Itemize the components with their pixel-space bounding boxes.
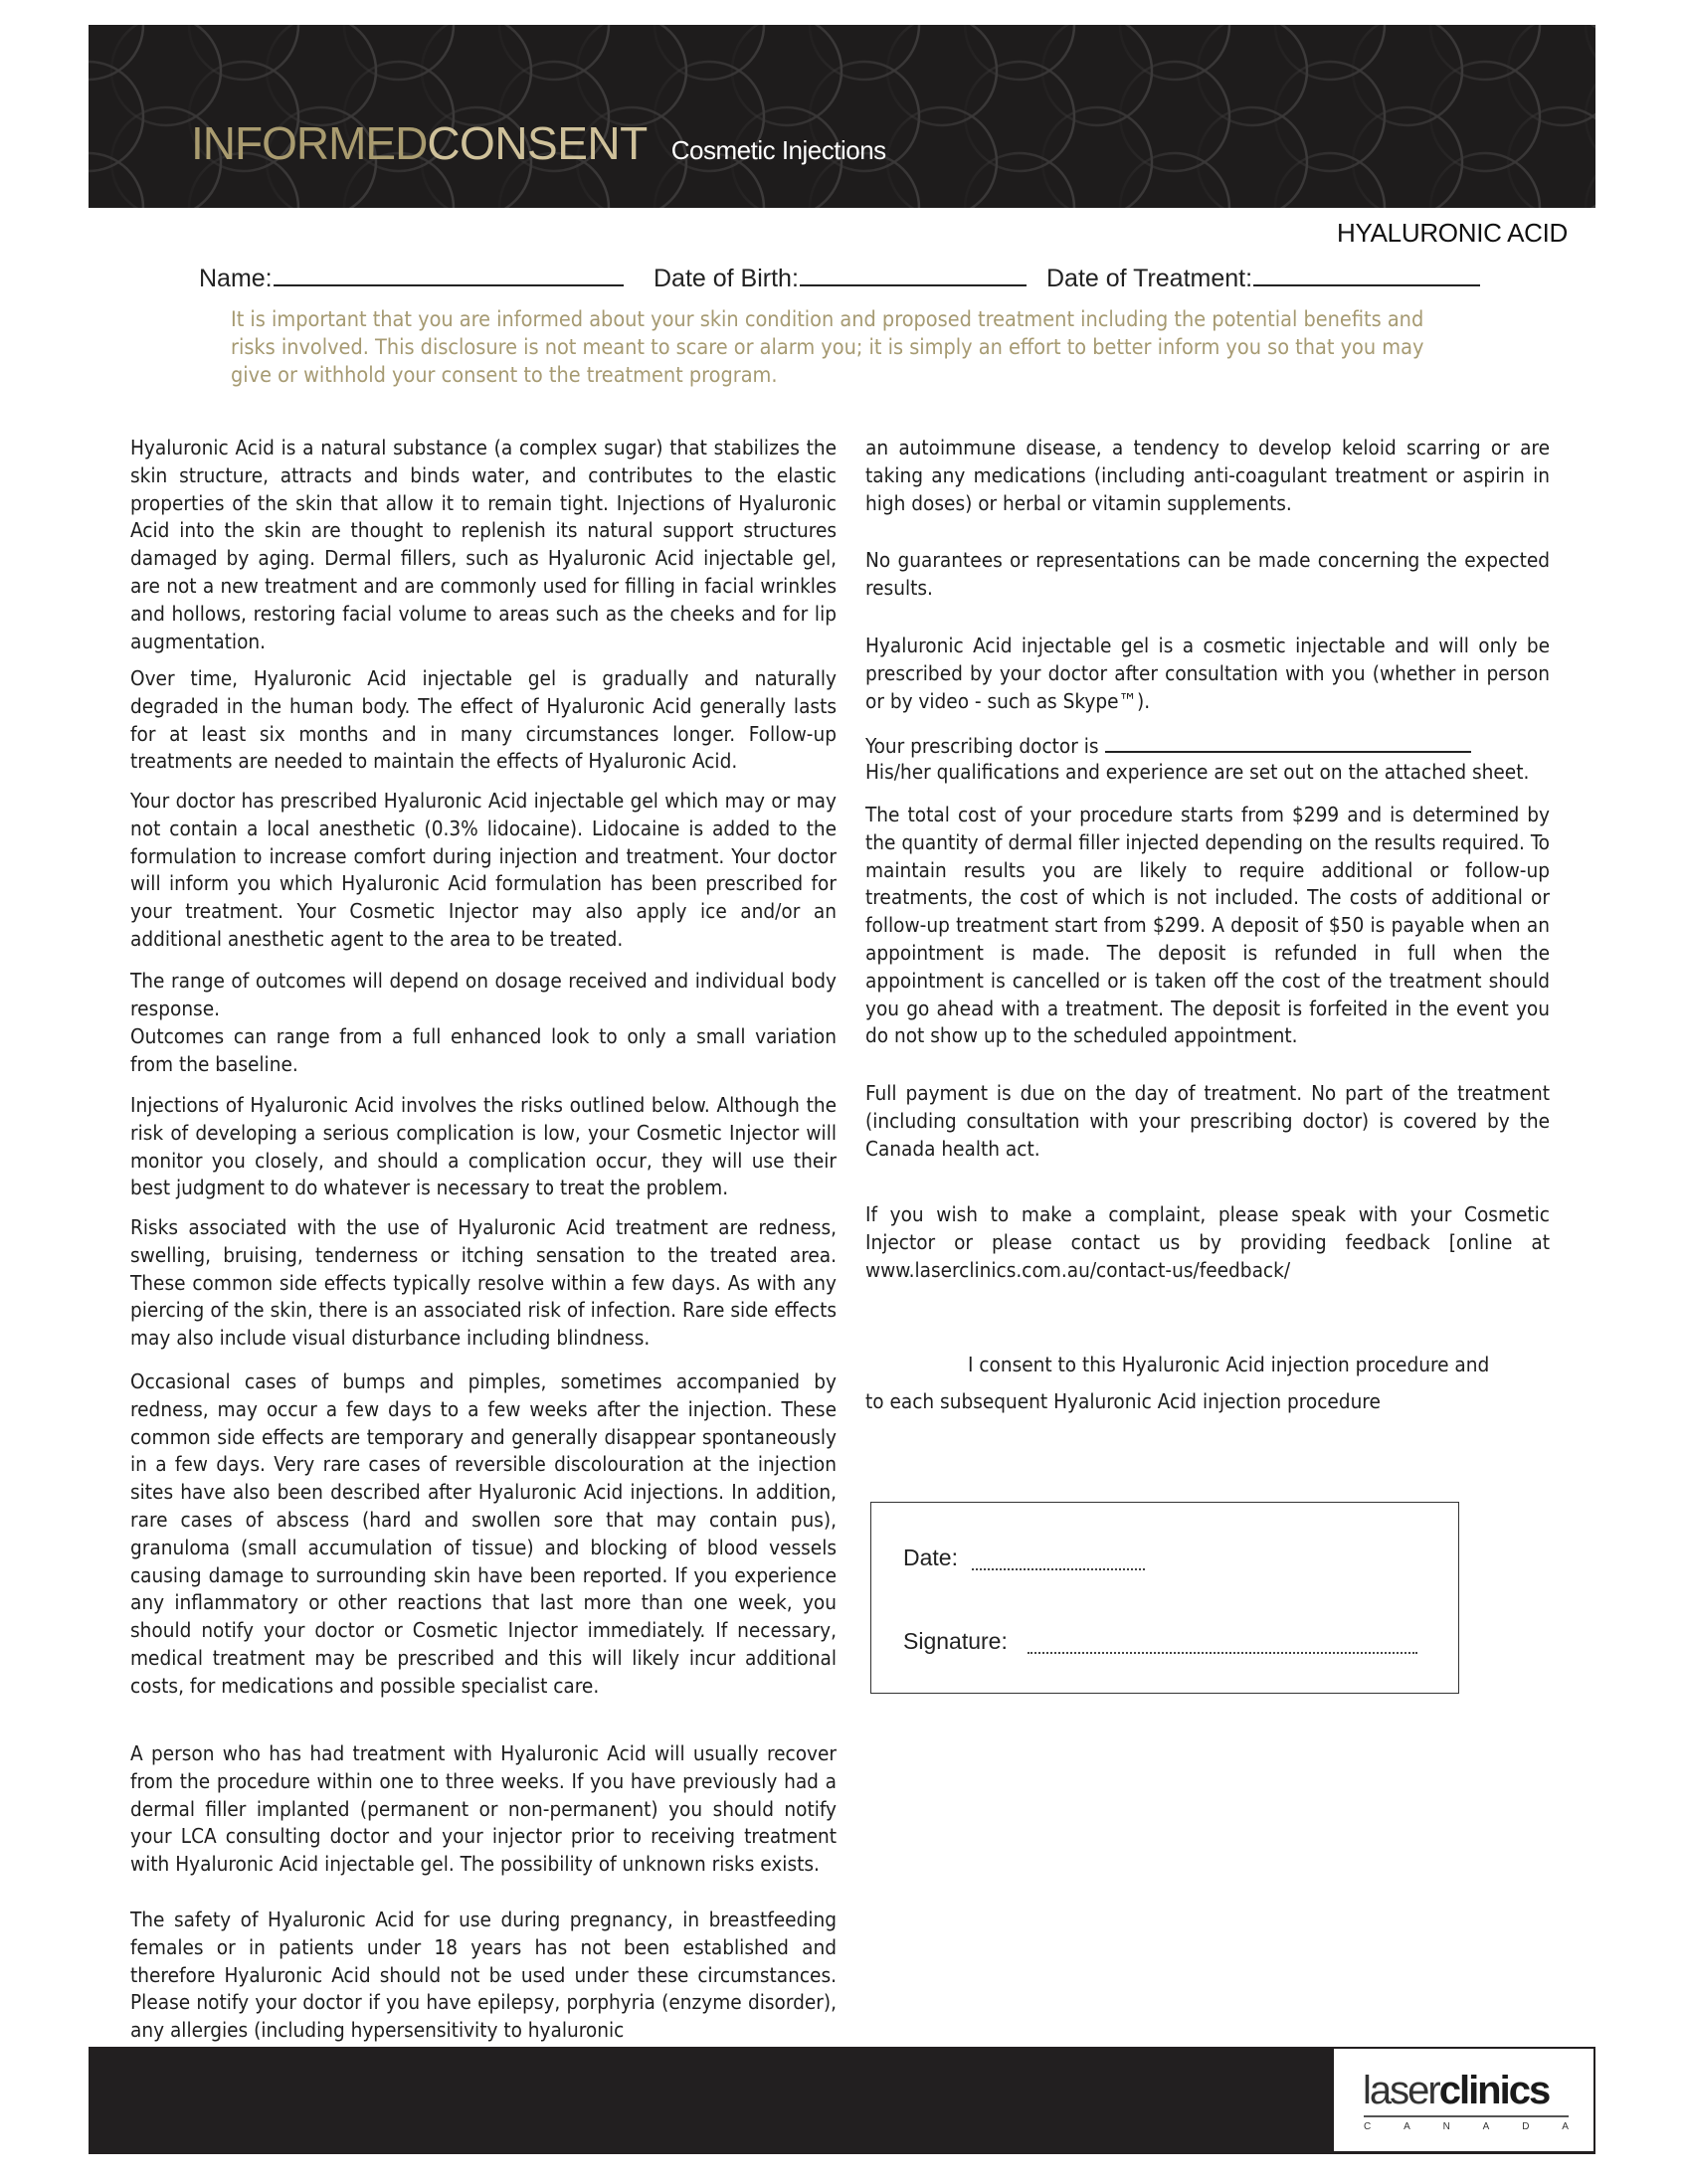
logo-letter: D — [1522, 2121, 1530, 2132]
treatment-date-label: Date of Treatment: — [1046, 265, 1253, 292]
name-label: Name: — [199, 265, 273, 292]
date-input-line[interactable] — [972, 1568, 1145, 1570]
dob-label: Date of Birth: — [654, 265, 799, 292]
paragraph-outcomes: The range of outcomes will depend on dosage received and individual body response. — [130, 969, 837, 1020]
paragraph-common-risks: Risks associated with the use of Hyaluronic Acid treatment are redness, swelling, bruising, tenderness or itching sensation to the treated area. These common side effects typically resolve within a few days. As with any piercing of the skin, there is an associated risk of infection. Rare side effects may also include visual disturbance including blindness. — [130, 1215, 837, 1351]
paragraph-contraindications: The safety of Hyaluronic Acid for use during pregnancy, in breastfeeding females or in patients under 18 years has not been established and therefore Hyaluronic Acid should not be used under these circumstances. Please notify your doctor if you have epilepsy, porphyria (enzyme disorder), any allergies (including hypersensitivity to hyaluronic — [130, 1908, 837, 2043]
footer-banner — [89, 2047, 1595, 2154]
logo-letter: C — [1364, 2121, 1372, 2132]
dob-field[interactable] — [654, 259, 1027, 293]
paragraph-cost: The total cost of your procedure starts from $299 and is determined by the quantity of dermal filler injected depending on the results required. To maintain results you are likely to require additional or follow-up treatments, the cost of which is not included. The costs of additional or follow-up treatment start from $299. A deposit of $50 is payable when an appointment is made. The deposit is refunded in full when the appointment is cancelled or is taken off the cost of the treatment should you go ahead with a treatment. The deposit is forfeited in the event you do not show up to the scheduled appointment. — [865, 803, 1550, 1048]
brand-title — [191, 116, 886, 170]
paragraph-guarantees: No guarantees or representations can be made concerning the expected results. — [865, 548, 1550, 600]
logo-light-text: laser — [1363, 2069, 1439, 2112]
logo-country — [1364, 2121, 1569, 2132]
prescribing-doctor-input-line[interactable] — [1105, 731, 1471, 753]
name-field[interactable] — [199, 259, 624, 293]
paragraph-payment: Full payment is due on the day of treatment. No part of the treatment (including consultation with your prescribing doctor) is covered by the Canada health act. — [865, 1081, 1550, 1161]
header-banner — [89, 25, 1595, 208]
paragraph-rare-risks: Occasional cases of bumps and pimples, sometimes accompanied by redness, may occur a few days to a few weeks after the injection. These common side effects are temporary and generally disappear spontaneously in a few days. Very rare cases of reversible discolouration at the injection sites have also been described after Hyaluronic Acid injections. In addition, rare cases of abscess (hard and swollen sore that may contain pus), granuloma (small accumulation of tissue) and blocking of blood vessels causing damage to surrounding skin have been reported. If you experience any inflammatory or other reactions that last more than one week, you should notify your doctor or Cosmetic Injector immediately. If necessary, medical treatment may be prescribed and this will likely incur additional costs, for medications and possible specialist care. — [130, 1369, 837, 1698]
signature-input-line[interactable] — [1028, 1652, 1417, 1654]
paragraph-recovery: A person who has had treatment with Hyaluronic Acid will usually recover from the procedure within one to three weeks. If you have previously had a dermal filler implanted (permanent or non-permanent) you should notify your LCA consulting doctor and your injector prior to receiving treatment with Hyaluronic Acid injectable gel. The possibility of unknown risks exists. — [130, 1741, 837, 1877]
paragraph-duration: Over time, Hyaluronic Acid injectable gel is gradually and naturally degraded in the human body. The effect of Hyaluronic Acid generally lasts for at least six months and in many circumstances longer. Follow-up treatments are needed to maintain the effects of Hyaluronic Acid. — [130, 666, 837, 774]
prescribing-doctor-field[interactable] — [865, 731, 1550, 761]
signature-label: Signature: — [903, 1628, 1008, 1654]
signature-box — [870, 1502, 1459, 1694]
paragraph-doctor-qualifications: His/her qualifications and experience are set out on the attached sheet. — [865, 760, 1530, 784]
treatment-date-field[interactable] — [1046, 259, 1480, 293]
name-input-line[interactable] — [274, 259, 624, 286]
logo-letter: A — [1482, 2121, 1490, 2132]
consent-statement-line1: I consent to this Hyaluronic Acid injection procedure and — [968, 1353, 1490, 1376]
title-informed: INFORMED — [191, 117, 428, 169]
paragraph-outcomes-range: Outcomes can range from a full enhanced look to only a small variation from the baseline. — [130, 1024, 837, 1076]
paragraph-contraindications-cont: an autoimmune disease, a tendency to develop keloid scarring or are taking any medications (including anti-coagulant treatment or aspirin in high doses) or herbal or vitamin supplements. — [865, 436, 1550, 515]
logo-letter: N — [1442, 2121, 1450, 2132]
product-label: HYALURONIC ACID — [1337, 218, 1568, 248]
intro-disclosure: It is important that you are informed about your skin condition and proposed treatment including the potential benefits and risks involved. This disclosure is not meant to scare or alarm you; it is simply an effort to better inform you so that you may give or withhold your consent to the treatment program. — [231, 307, 1424, 388]
title-consent: CONSENT — [427, 117, 648, 169]
logo-letter: A — [1404, 2121, 1410, 2132]
paragraph-prescription: Hyaluronic Acid injectable gel is a cosmetic injectable and will only be prescribed by your doctor after consultation with you (whether in person or by video - such as Skype™). — [865, 634, 1550, 713]
paragraph-description: Hyaluronic Acid is a natural substance (a complex sugar) that stabilizes the skin structure, attracts and binds water, and contributes to the elastic properties of the skin that allow it to remain tight. Injections of Hyaluronic Acid into the skin are thought to replenish its natural support structures damaged by aging. Dermal fillers, such as Hyaluronic Acid injectable gel, are not a new treatment and are commonly used for filling in facial wrinkles and hollows, restoring facial volume to areas such as the cheeks and for lip augmentation. — [130, 436, 837, 653]
logo-bold-text: clinics — [1438, 2069, 1550, 2112]
logo-divider — [1364, 2115, 1569, 2117]
treatment-date-input-line[interactable] — [1253, 259, 1480, 286]
prescribing-doctor-label: Your prescribing doctor is — [865, 734, 1099, 758]
title-subtitle: Cosmetic Injections — [670, 135, 886, 165]
paragraph-anesthetic: Your doctor has prescribed Hyaluronic Acid injectable gel which may or may not contain a local anesthetic (0.3% lidocaine). Lidocaine is added to the formulation to increase comfort during injection and treatment. Your doctor will inform you which Hyaluronic Acid formulation has been prescribed for your treatment. Your Cosmetic Injector may also apply ice and/or an additional anesthetic agent to the area to be treated. — [130, 789, 837, 951]
dob-input-line[interactable] — [800, 259, 1027, 286]
logo-letter: A — [1562, 2121, 1569, 2132]
paragraph-complaint: If you wish to make a complaint, please speak with your Cosmetic Injector or please contact us by providing feedback [online at www.laserclinics.com.au/contact-us/feedback/ — [865, 1202, 1550, 1282]
paragraph-risks-intro: Injections of Hyaluronic Acid involves the risks outlined below. Although the risk of developing a serious complication is low, your Cosmetic Injector will monitor you closely, and should a complication occur, they will use their best judgment to do whatever is necessary to treat the problem. — [130, 1093, 837, 1200]
laserclinics-logo — [1334, 2049, 1593, 2151]
logo-wordmark — [1363, 2071, 1549, 2110]
date-label: Date: — [903, 1545, 958, 1570]
consent-statement-line2: to each subsequent Hyaluronic Acid injection procedure — [865, 1389, 1381, 1413]
